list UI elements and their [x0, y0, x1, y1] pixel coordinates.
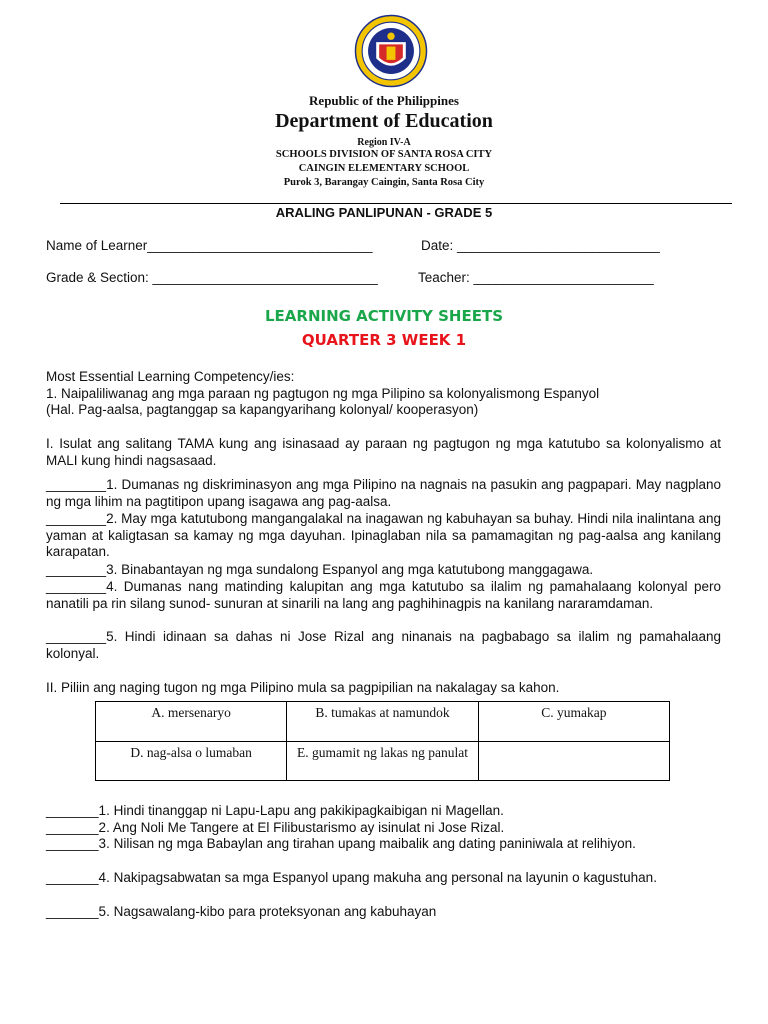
choice-cell: D. nag-alsa o lumaban: [96, 741, 287, 781]
choices-row: [96, 741, 670, 781]
section-2-instruction: II. Piliin ang naging tugon ng mga Pilipino mula sa pagpipilian na nakalagay sa kahon.: [46, 680, 560, 695]
department-heading: Department of Education: [275, 110, 493, 132]
republic-heading: Republic of the Philippines: [309, 93, 459, 108]
teacher-field: Teacher: ________________________: [418, 270, 654, 285]
choice-cell: E. gumamit ng lakas ng panulat: [287, 741, 478, 781]
section-1-item: ________1. Dumanas ng diskriminasyon ang mga Pilipino na nagnais na pasukin ang pagpapari. May nagplano ng mga lihim na pagtitipon upang isagawa ang pag-aalsa.: [46, 477, 721, 509]
section-2-item: _______1. Hindi tinanggap ni Lapu-Lapu ang pakikipagkaibigan ni Magellan.: [46, 803, 504, 818]
melc-heading: Most Essential Learning Competency/ies:: [46, 369, 295, 384]
region-label: Region IV-A: [357, 137, 411, 148]
section-2-item: _______3. Nilisan ng mga Babaylan ang tirahan upang maibalik ang dating paniniwala at relihiyon.: [46, 836, 636, 851]
school-name: CAINGIN ELEMENTARY SCHOOL: [298, 163, 470, 174]
section-2-item: _______5. Nagsawalang-kibo para proteksyonan ang kabuhayan: [46, 904, 437, 919]
subject-title: ARALING PANLIPUNAN - GRADE 5: [275, 205, 493, 220]
date-field: Date: ___________________________: [421, 238, 660, 253]
las-quarter: QUARTER 3 WEEK 1: [301, 331, 467, 349]
school-address: Purok 3, Barangay Caingin, Santa Rosa City: [283, 177, 485, 188]
las-title: LEARNING ACTIVITY SHEETS: [264, 307, 503, 325]
choice-cell: C. yumakap: [478, 702, 669, 742]
melc-line-2: (Hal. Pag-aalsa, pagtanggap sa kapangyarihang kolonyal/ kooperasyon): [46, 402, 479, 417]
choice-cell: [478, 741, 669, 781]
deped-seal-logo: [354, 14, 428, 88]
choice-cell: B. tumakas at namundok: [287, 702, 478, 742]
section-1-instruction: I. Isulat ang salitang TAMA kung ang isinasaad ay paraan ng pagtugon ng mga katutubo sa kolonyalismo at MALI kung hindi nagsasaad.: [46, 436, 721, 468]
grade-section-field: Grade & Section: ______________________________: [46, 270, 378, 285]
section-1-item: ________5. Hindi idinaan sa dahas ni Jose Rizal ang ninanais na pagbabago sa ilalim ng pamahalaang kolonyal.: [46, 629, 721, 661]
learner-name-field: Name of Learner______________________________: [46, 238, 373, 253]
section-2-item: _______2. Ang Noli Me Tangere at El Filibustarismo ay isinulat ni Jose Rizal.: [46, 820, 505, 835]
choices-table: [95, 701, 670, 781]
choices-row: [96, 702, 670, 742]
section-1-item: ________3. Binabantayan ng mga sundalong Espanyol ang mga katutubong manggagawa.: [46, 562, 594, 577]
melc-line-1: 1. Naipaliliwanag ang mga paraan ng pagtugon ng mga Pilipino sa kolonyalismong Espanyol: [46, 386, 600, 401]
section-2-item: _______4. Nakipagsabwatan sa mga Espanyol upang makuha ang personal na layunin o kagustuhan.: [46, 870, 657, 885]
division-label: SCHOOLS DIVISION OF SANTA ROSA CITY: [275, 149, 493, 160]
header-divider: [60, 203, 732, 204]
section-1-item: ________4. Dumanas nang matinding kalupitan ang mga katutubo sa ilalim ng pamahalaang kolonyal pero nanatili pa rin silang sunod- sunuran at sinarili na lang ang paghihinagpis na kanilang nararamdaman.: [46, 579, 721, 611]
section-1-item: ________2. May mga katutubong mangangalakal na inagawan ng kabuhayan sa buhay. Hindi nila inalintana ang yaman at kaligtasan sa kamay ng mga dayuhan. Ipinaglaban nila sa pamamagitan ng pag-aalsa ang kanilang karapatan.: [46, 511, 721, 559]
choice-cell: A. mersenaryo: [96, 702, 287, 742]
